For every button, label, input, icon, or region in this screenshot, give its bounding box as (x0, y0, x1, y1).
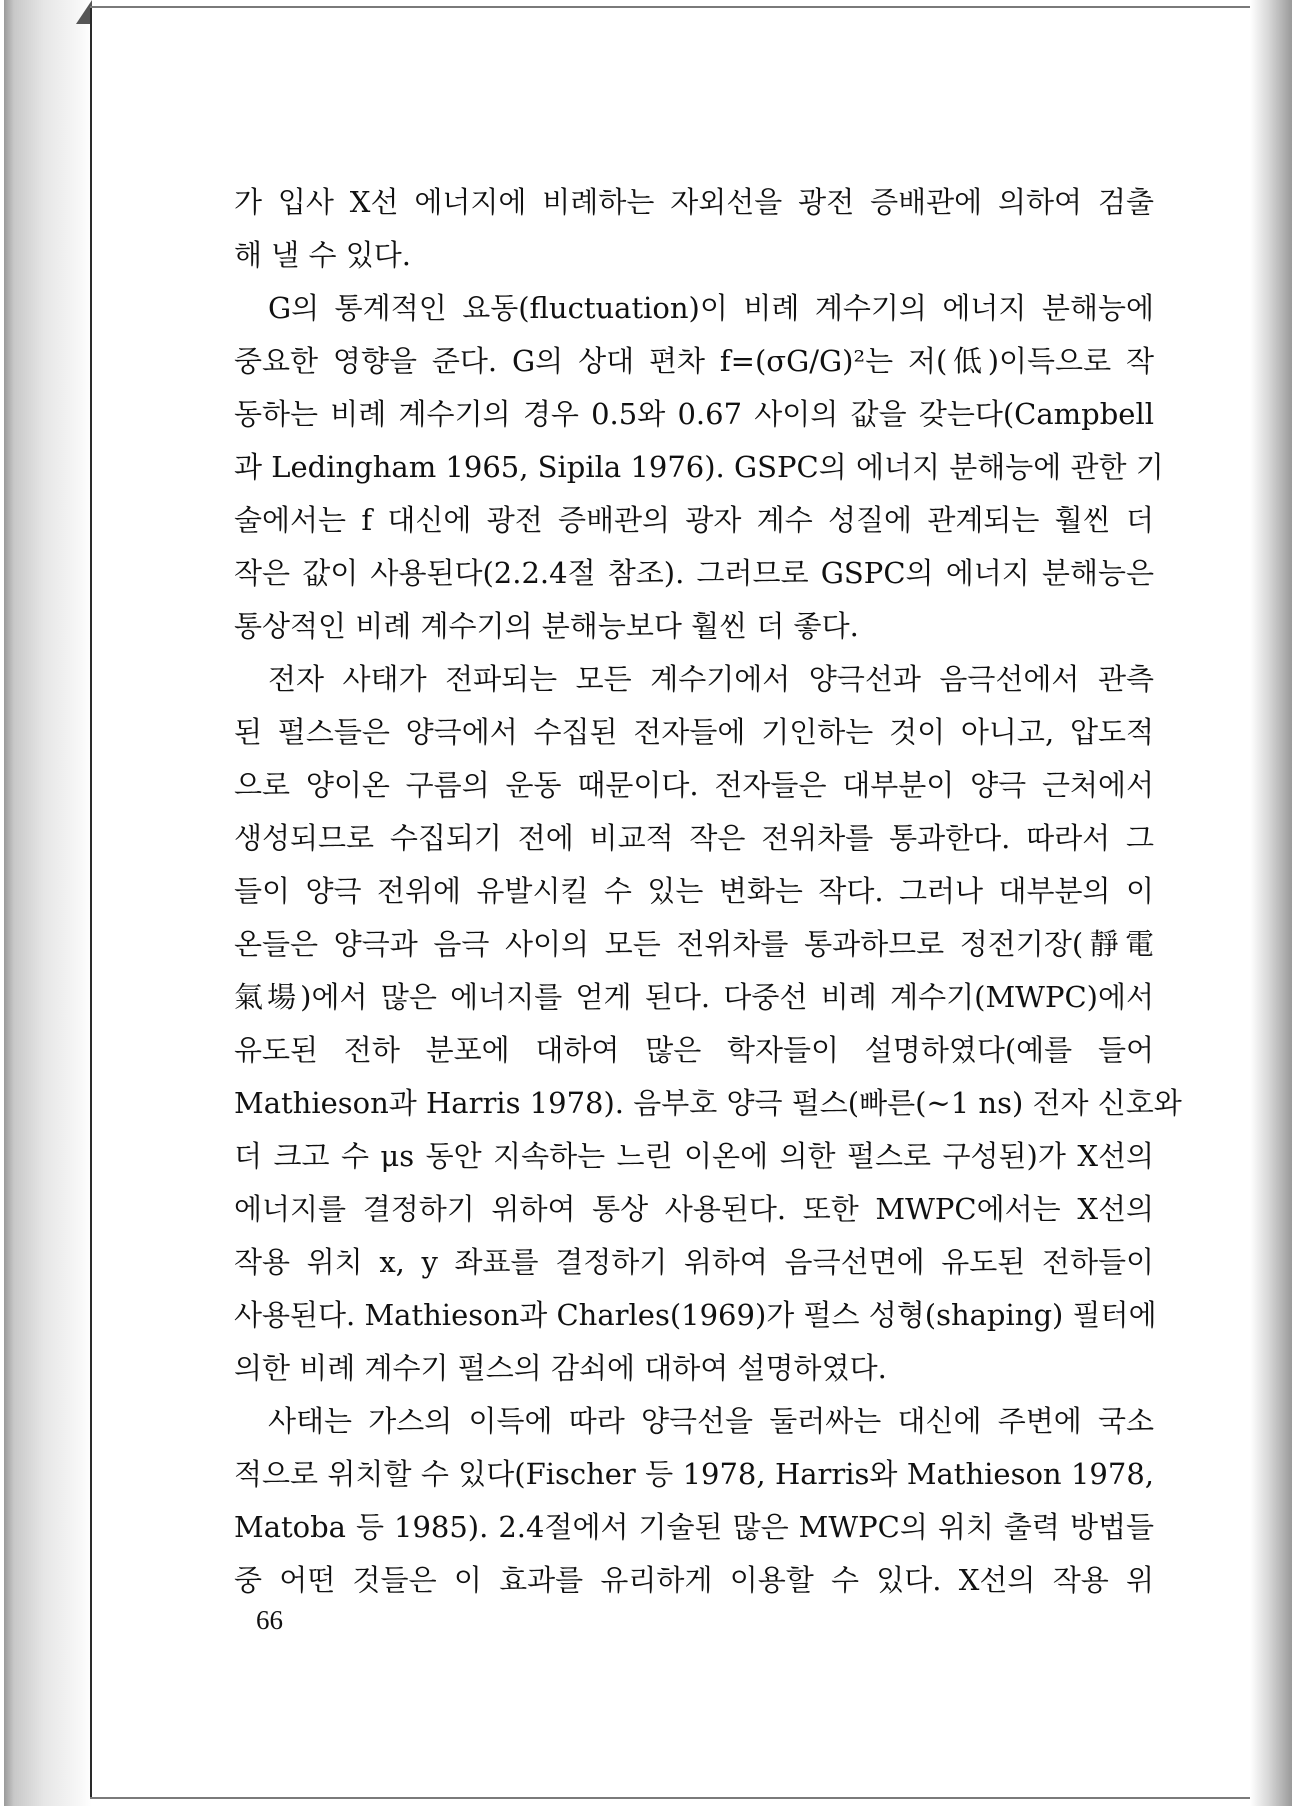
text-line: 적으로 위치할 수 있다(Fischer 등 1978, Harris와 Mathieson 1978, (234, 1457, 1154, 1491)
page-left-border (90, 8, 92, 1798)
text-line: Matoba 등 1985). 2.4절에서 기술된 많은 MWPC의 위치 출력 방법들 (234, 1510, 1154, 1544)
page-right-shadow (1250, 0, 1292, 1806)
text-line: 가 입사 X선 에너지에 비례하는 자외선을 광전 증배관에 의하여 검출 (234, 185, 1154, 219)
text-line: 사용된다. Mathieson과 Charles(1969)가 펄스 성형(shaping) 필터에 (234, 1298, 1157, 1332)
text-line: 해 낼 수 있다. (234, 238, 411, 272)
text-line: 중요한 영향을 준다. G의 상대 편차 f=(σG/G)²는 저(低)이득으로 작 (234, 344, 1154, 378)
text-line: 된 펄스들은 양극에서 수집된 전자들에 기인하는 것이 아니고, 압도적 (234, 715, 1154, 749)
text-line: 작용 위치 x, y 좌표를 결정하기 위하여 음극선면에 유도된 전하들이 (234, 1245, 1154, 1279)
text-line: 생성되므로 수집되기 전에 비교적 작은 전위차를 통과한다. 따라서 그 (234, 821, 1154, 855)
text-line: 전자 사태가 전파되는 모든 계수기에서 양극선과 음극선에서 관측 (268, 662, 1154, 696)
text-line: 중 어떤 것들은 이 효과를 유리하게 이용할 수 있다. X선의 작용 위 (234, 1563, 1154, 1597)
text-line: 사태는 가스의 이득에 따라 양극선을 둘러싸는 대신에 주변에 국소 (268, 1404, 1154, 1438)
body-text (234, 176, 1182, 1607)
text-line: 으로 양이온 구름의 운동 때문이다. 전자들은 대부분이 양극 근처에서 (234, 768, 1154, 802)
text-line: 의한 비례 계수기 펄스의 감쇠에 대하여 설명하였다. (234, 1351, 887, 1385)
text-line: Mathieson과 Harris 1978). 음부호 양극 펄스(빠른(~1 ns) 전자 신호와 (234, 1086, 1182, 1120)
text-line: 유도된 전하 분포에 대하여 많은 학자들이 설명하였다(예를 들어 (234, 1033, 1154, 1067)
text-line: 술에서는 f 대신에 광전 증배관의 광자 계수 성질에 관계되는 훨씬 더 (234, 503, 1154, 537)
text-line: 과 Ledingham 1965, Sipila 1976). GSPC의 에너지 분해능에 관한 기 (234, 450, 1164, 484)
page-bottom-border (90, 1797, 1270, 1799)
page-top-border (90, 6, 1270, 8)
text-line: 에너지를 결정하기 위하여 통상 사용된다. 또한 MWPC에서는 X선의 (234, 1192, 1154, 1226)
book-spine-edge (4, 0, 92, 1806)
text-line: G의 통계적인 요동(fluctuation)이 비례 계수기의 에너지 분해능에 (268, 291, 1154, 325)
text-line: 통상적인 비례 계수기의 분해능보다 훨씬 더 좋다. (234, 609, 859, 643)
text-line: 더 크고 수 μs 동안 지속하는 느린 이온에 의한 펄스로 구성된)가 X선의 (234, 1139, 1154, 1173)
text-line: 동하는 비례 계수기의 경우 0.5와 0.67 사이의 값을 갖는다(Campbell (234, 397, 1154, 431)
page-number: 66 (256, 1605, 283, 1635)
text-line: 氣場)에서 많은 에너지를 얻게 된다. 다중선 비례 계수기(MWPC)에서 (234, 980, 1154, 1014)
text-line: 온들은 양극과 음극 사이의 모든 전위차를 통과하므로 정전기장(靜電 (234, 927, 1154, 961)
text-line: 들이 양극 전위에 유발시킬 수 있는 변화는 작다. 그러나 대부분의 이 (234, 874, 1154, 908)
text-line: 작은 값이 사용된다(2.2.4절 참조). 그러므로 GSPC의 에너지 분해능은 (234, 556, 1154, 590)
